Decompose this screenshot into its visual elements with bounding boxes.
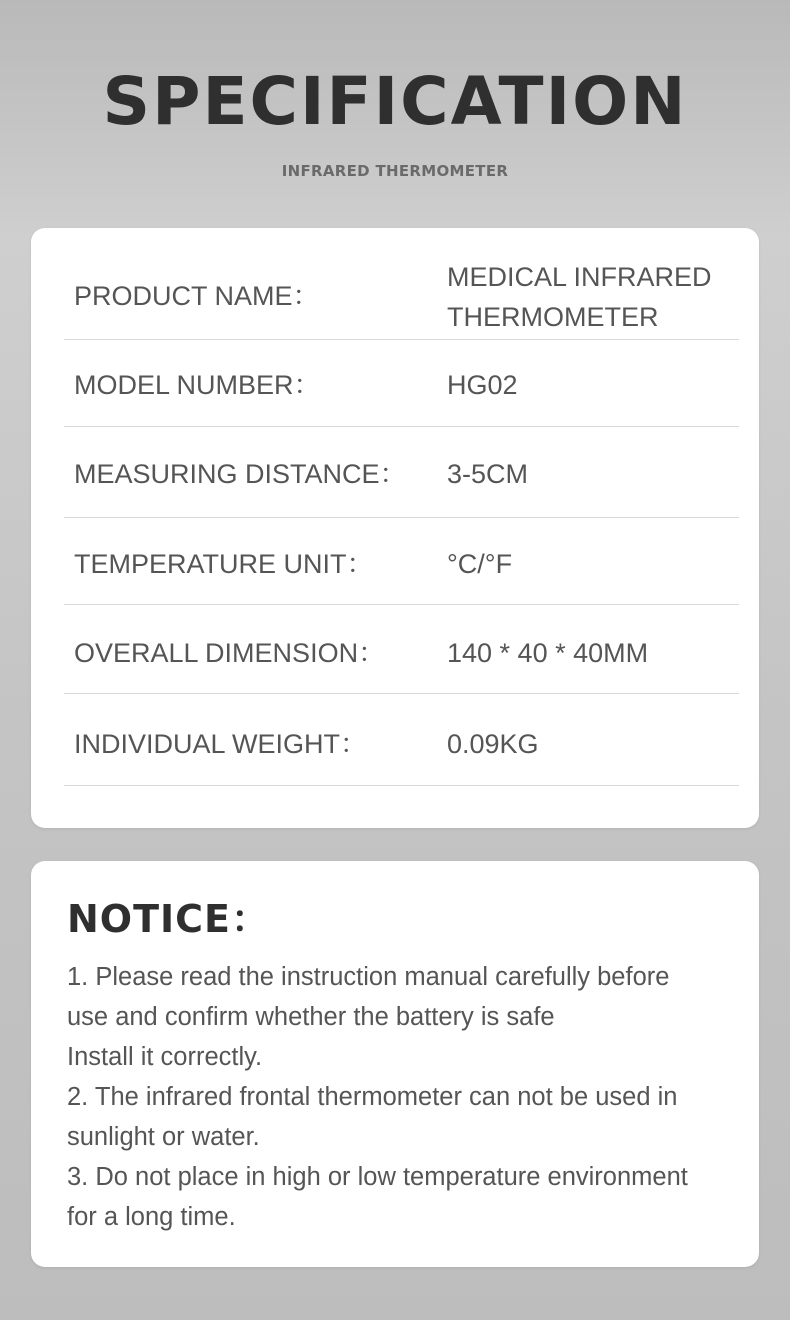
spec-label: PRODUCT NAME： xyxy=(74,281,320,311)
spec-row-product-name xyxy=(64,248,739,340)
spec-row-measuring-distance xyxy=(64,427,739,518)
spec-value: 0.09KG xyxy=(447,729,539,759)
page-subtitle: INFRARED THERMOMETER xyxy=(281,162,509,180)
page-title: SPECIFICATION xyxy=(102,63,688,140)
spec-label: MEASURING DISTANCE： xyxy=(74,459,407,489)
notice-line: use and confirm whether the battery is safe xyxy=(67,1003,555,1031)
spec-row-temperature-unit xyxy=(64,518,739,605)
notice-line: sunlight or water. xyxy=(67,1123,260,1151)
notice-body xyxy=(67,957,737,1237)
notice-line: Install it correctly. xyxy=(67,1043,263,1071)
notice-line: 1. Please read the instruction manual carefully before xyxy=(67,963,670,991)
spec-value: 3-5CM xyxy=(447,459,529,489)
spec-value-line: THERMOMETER xyxy=(447,302,659,332)
spec-value: 140 * 40 * 40MM xyxy=(447,638,649,668)
notice-line: 3. Do not place in high or low temperature environment xyxy=(67,1163,688,1191)
spec-value: HG02 xyxy=(447,370,518,400)
specification-card xyxy=(31,228,759,828)
spec-row-individual-weight xyxy=(64,694,739,786)
spec-label: INDIVIDUAL WEIGHT： xyxy=(74,729,368,759)
spec-value xyxy=(447,257,747,337)
notice-title: NOTICE： xyxy=(67,897,271,941)
spec-label: MODEL NUMBER： xyxy=(74,370,321,400)
spec-value-line: MEDICAL INFRARED xyxy=(447,262,712,292)
notice-card xyxy=(31,861,759,1267)
spec-label: TEMPERATURE UNIT： xyxy=(74,549,374,579)
spec-value: °C/°F xyxy=(447,549,513,579)
notice-line: for a long time. xyxy=(67,1203,236,1231)
spec-row-overall-dimension xyxy=(64,605,739,694)
spec-row-model-number xyxy=(64,340,739,427)
notice-line: 2. The infrared frontal thermometer can not be used in xyxy=(67,1083,678,1111)
spec-label: OVERALL DIMENSION： xyxy=(74,638,386,668)
